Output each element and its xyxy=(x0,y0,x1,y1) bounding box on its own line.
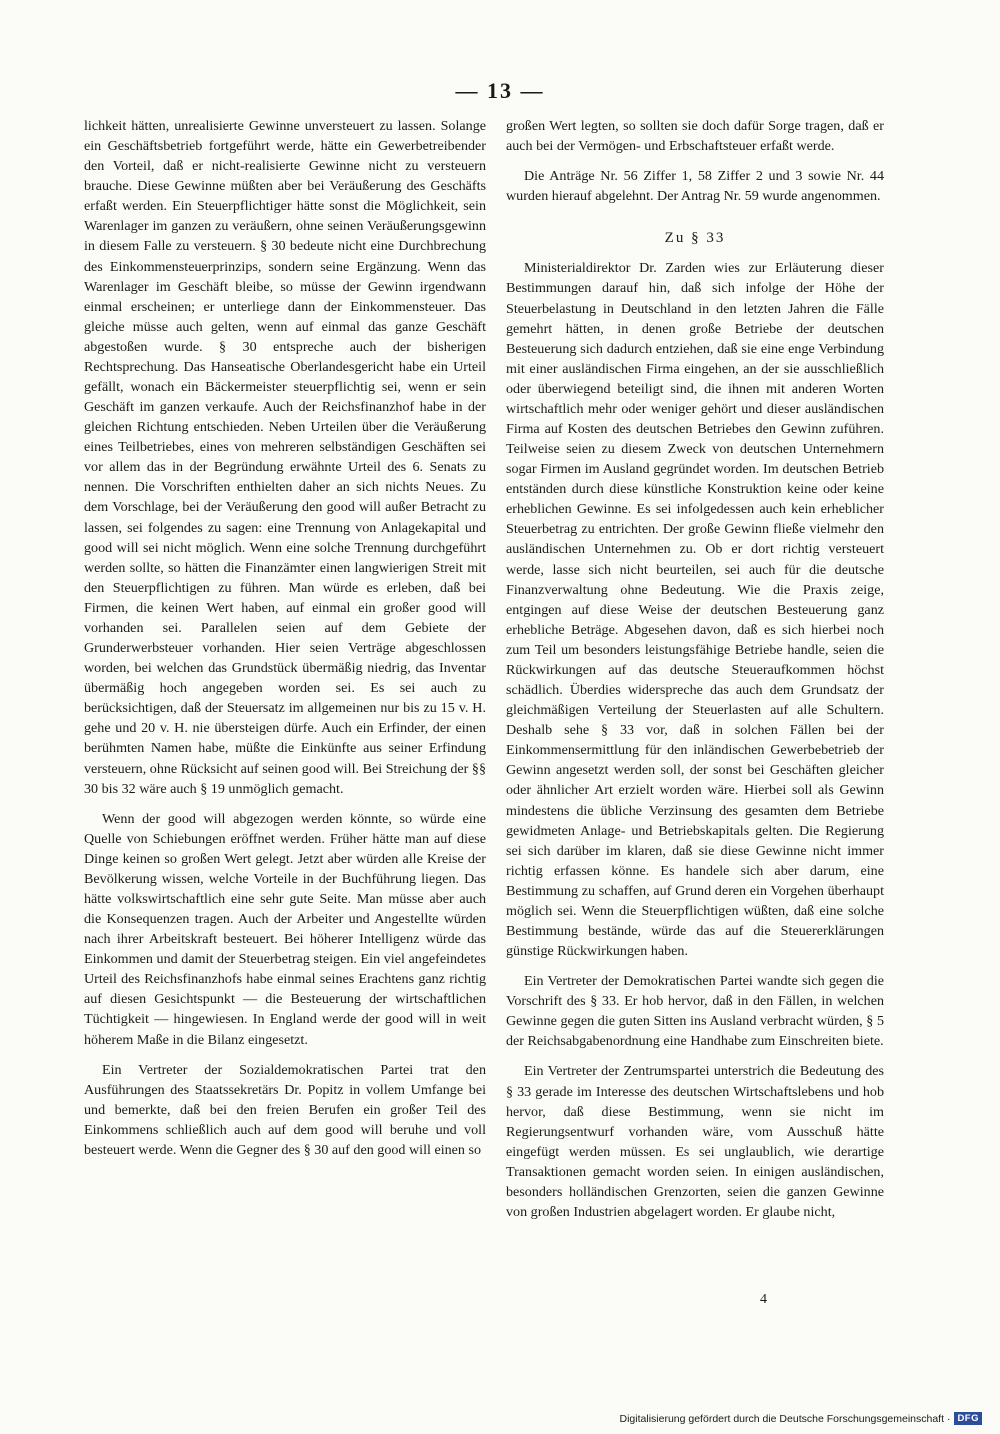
footer xyxy=(620,1412,982,1425)
paragraph: Wenn der good will abgezogen werden könnte, so würde eine Quelle von Schiebungen eröffnet werden. Früher hätte man auf diese Dinge keinen so großen Wert gelegt. Jetzt aber würden alle Kreise der Bevölkerung wissen, welche Vorteile in der Buchführung liegen. Das hätte volkswirtschaftlich eine sehr gute Seite. Man müsse aber auch die Konsequenzen tragen. Auch der Arbeiter und Angestellte würden nach ihrer Arbeitskraft besteuert. Bei höherer Intelligenz würde das Einkommen und damit der Steuerbetrag steigen. Ein viel angefeindetes Urteil des Reichsfinanzhofs habe einmal seines Erachtens ganz richtig auf diesen Gesichtspunkt — die Besteuerung der wirtschaftlichen Tüchtigkeit — hingewiesen. In England werde der good will in weit höherem Maße in die Bilanz eingesetzt. xyxy=(84,810,486,1048)
paragraph: Ein Vertreter der Demokratischen Partei wandte sich gegen die Vorschrift des § 33. Er hob hervor, daß in den Fällen, in welchen Gewinne gegen die guten Sitten ins Ausland verbracht würden, § 5 der Reichsabgabenordnung eine Handhabe zum Einschreiten biete. xyxy=(506,973,884,1050)
paragraph: Die Anträge Nr. 56 Ziffer 1, 58 Ziffer 2 und 3 sowie Nr. 44 wurden hierauf abgelehnt. Der Antrag Nr. 59 wurde angenommen. xyxy=(506,168,884,205)
right-column xyxy=(506,116,884,1222)
paragraph: Ein Vertreter der Zentrumspartei unterstrich die Bedeutung des § 33 gerade im Interesse des deutschen Wirtschaftslebens und hob hervor, daß diese Bestimmung, wenn sie nicht im Regierungsentwurf vorhanden wäre, vom Ausschuß hätte eingefügt werden müssen. Es sei unglaublich, wie derartige Transaktionen gemacht worden seien. In einigen ausländischen, besonders holländischen Grenzorten, seien die ganzen Gewinne von großen Industrien abgelagert worden. Er glaube nicht, xyxy=(506,1063,884,1220)
dfg-logo: DFG xyxy=(954,1412,982,1425)
paragraph: Ministerialdirektor Dr. Zarden wies zur Erläuterung dieser Bestimmungen darauf hin, daß sich infolge der Höhe der Steuerbelastung in Deutschland in den letzten Jahren die Fälle gemehrt hätten, in denen große Betriebe der deutschen Besteuerung sich dadurch entziehen, daß sie eine enge Verbindung mit einer ausländischen Firma eingehen, an der sie ausschließlich oder überwiegend beteiligt sind, die ihnen mit anderen Worten wirtschaftlich mehr oder weniger gehört und dieser ausländischen Firma auf Kosten des deutschen Betriebes den Gewinn zuführen. Teilweise seien zu diesem Zweck von deutschen Unternehmern sogar Firmen im Ausland gegründet worden. Im deutschen Betrieb entständen durch diese künstliche Konstruktion keine oder keine erheblichen Gewinne. Es sei infolgedessen auch kein erheblicher Steuerbetrag zu entrichten. Der große Gewinn fließe vielmehr den ausländischen Unternehmen zu. Ob er dort richtig versteuert werde, lasse sich nicht beurteilen, sei auch für die deutsche Finanzverwaltung ohne Bedeutung. Wie die Praxis zeige, entgingen auf diese Weise der deutschen Besteuerung ganz erhebliche Beträge. Abgesehen davon, daß es sich hierbei noch zum Teil um besonders leistungsfähige Betriebe handle, seien die Rückwirkungen auf das deutsche Steueraufkommen höchst schädlich. Überdies widerspreche das auch dem Grundsatz der gleichmäßigen Verteilung der Steuerlasten auf alle Schultern. Deshalb sehe § 33 vor, daß in solchen Fällen bei der Einkommensermittlung für den inländischen Gewerbebetrieb der Gewinn angesetzt werden soll, der sonst bei Geschäften gleicher oder ähnlicher Art erzielt worden wäre. Hierbei soll als Gewinn mindestens die übliche Verzinsung des gesamten dem Betriebe gewidmeten Anlage- und Betriebskapitals gelten. Die Regierung sei sich darüber im klaren, daß sie diese Gewinne nicht immer richtig erfassen könne. Es handele sich aber darum, eine Bestimmung zu schaffen, auf Grund deren ein Vorgehen überhaupt möglich sei. Wenn die Steuerpflichtigen wüßten, daß eine solche Bestimmung bestände, würde das auf die Steuererklärungen günstige Rückwirkungen haben. xyxy=(506,260,884,960)
signature-mark: 4 xyxy=(760,1292,767,1307)
paragraph: großen Wert legten, so sollten sie doch dafür Sorge tragen, daß er auch bei der Vermögen- und Erbschaftsteuer erfaßt werde. xyxy=(506,118,884,155)
left-column xyxy=(84,116,486,1160)
section-heading: Zu § 33 xyxy=(664,230,726,247)
page-number: — 13 — xyxy=(455,78,545,103)
paragraph: lichkeit hätten, unrealisierte Gewinne unversteuert zu lassen. Solange ein Geschäftsbetrieb fortgeführt werde, hätte ein Gewerbetreibender den Vorteil, daß er nicht-realisierte Gewinne nicht zu versteuern brauche. Diese Gewinne müßten aber bei Veräußerung des Geschäfts erfaßt werden. Ein Steuerpflichtiger hätte sonst die Möglichkeit, sein Warenlager im ganzen zu veräußern, ohne seinen Veräußerungsgewinn in diesem Falle zu versteuern. § 30 bedeute nicht eine Durchbrechung des Einkommensteuerprinzips, sondern seine Ergänzung. Wenn das Warenlager im Geschäft bleibe, so müsse der Gewinn irgendwann einmal erscheinen; er unterliege dann der Einkommensteuer. Das gleiche müsse auch gelten, wenn auf einmal das ganze Geschäft abgestoßen wurde. § 30 entspreche auch der bisherigen Rechtsprechung. Das Hanseatische Oberlandesgericht habe ein Urteil gefällt, wonach ein Bäckermeister steuerpflichtig sei, wenn er sein Geschäft im ganzen verkaufe. Auch der Reichsfinanzhof habe in der gleichen Richtung entschieden. Neben Urteilen über die Veräußerung eines Teilbetriebes, eines von mehreren selbständigen Geschäften sei vor allem das in der Begründung erwähnte Urteil des 6. Senats zu nennen. Die Vorschriften enthielten daher an sich nichts Neues. Zu dem Vorschlage, bei der Veräußerung den good will außer Betracht zu lassen, sei folgendes zu sagen: eine Trennung von Anlagekapital und good will sei nicht möglich. Wenn eine solche Trennung durchgeführt werden sollte, so hätten die Finanzämter einen langwierigen Streit mit den Steuerpflichtigen zu führen. Man würde es erleben, daß bei Firmen, die keinen Wert haben, auf einmal ein großer good will vorhanden sei. Parallelen seien auf dem Gebiete der Grunderwerbsteuer vorhanden. Hier seien Verträge abgeschlossen worden, bei welchen das Grundstück übermäßig niedrig, das Inventar übermäßig hoch angegeben worden sei. Es sei auch zu berücksichtigen, daß der Steuersatz im allgemeinen nur bis zu 15 v. H. gehe und 20 v. H. nie übersteigen dürfe. Auch ein Erfinder, der einen berühmten Namen habe, müßte die Einkünfte aus seiner Erfindung versteuern, ohne Rücksicht auf seinen good will. Bei Streichung der §§ 30 bis 32 wäre auch § 19 unmöglich gemacht. xyxy=(84,118,486,797)
footer-text: Digitalisierung gefördert durch die Deutsche Forschungsgemeinschaft · xyxy=(619,1412,951,1425)
paragraph: Ein Vertreter der Sozialdemokratischen Partei trat den Ausführungen des Staatssekretärs Dr. Popitz in vollem Umfange bei und bemerkte, daß bei den freien Berufen ein großer Teil des Einkommens schließlich auch auf dem good will beruhe und voll besteuert werde. Wenn die Gegner des § 30 auf den good will einen so xyxy=(84,1061,486,1158)
